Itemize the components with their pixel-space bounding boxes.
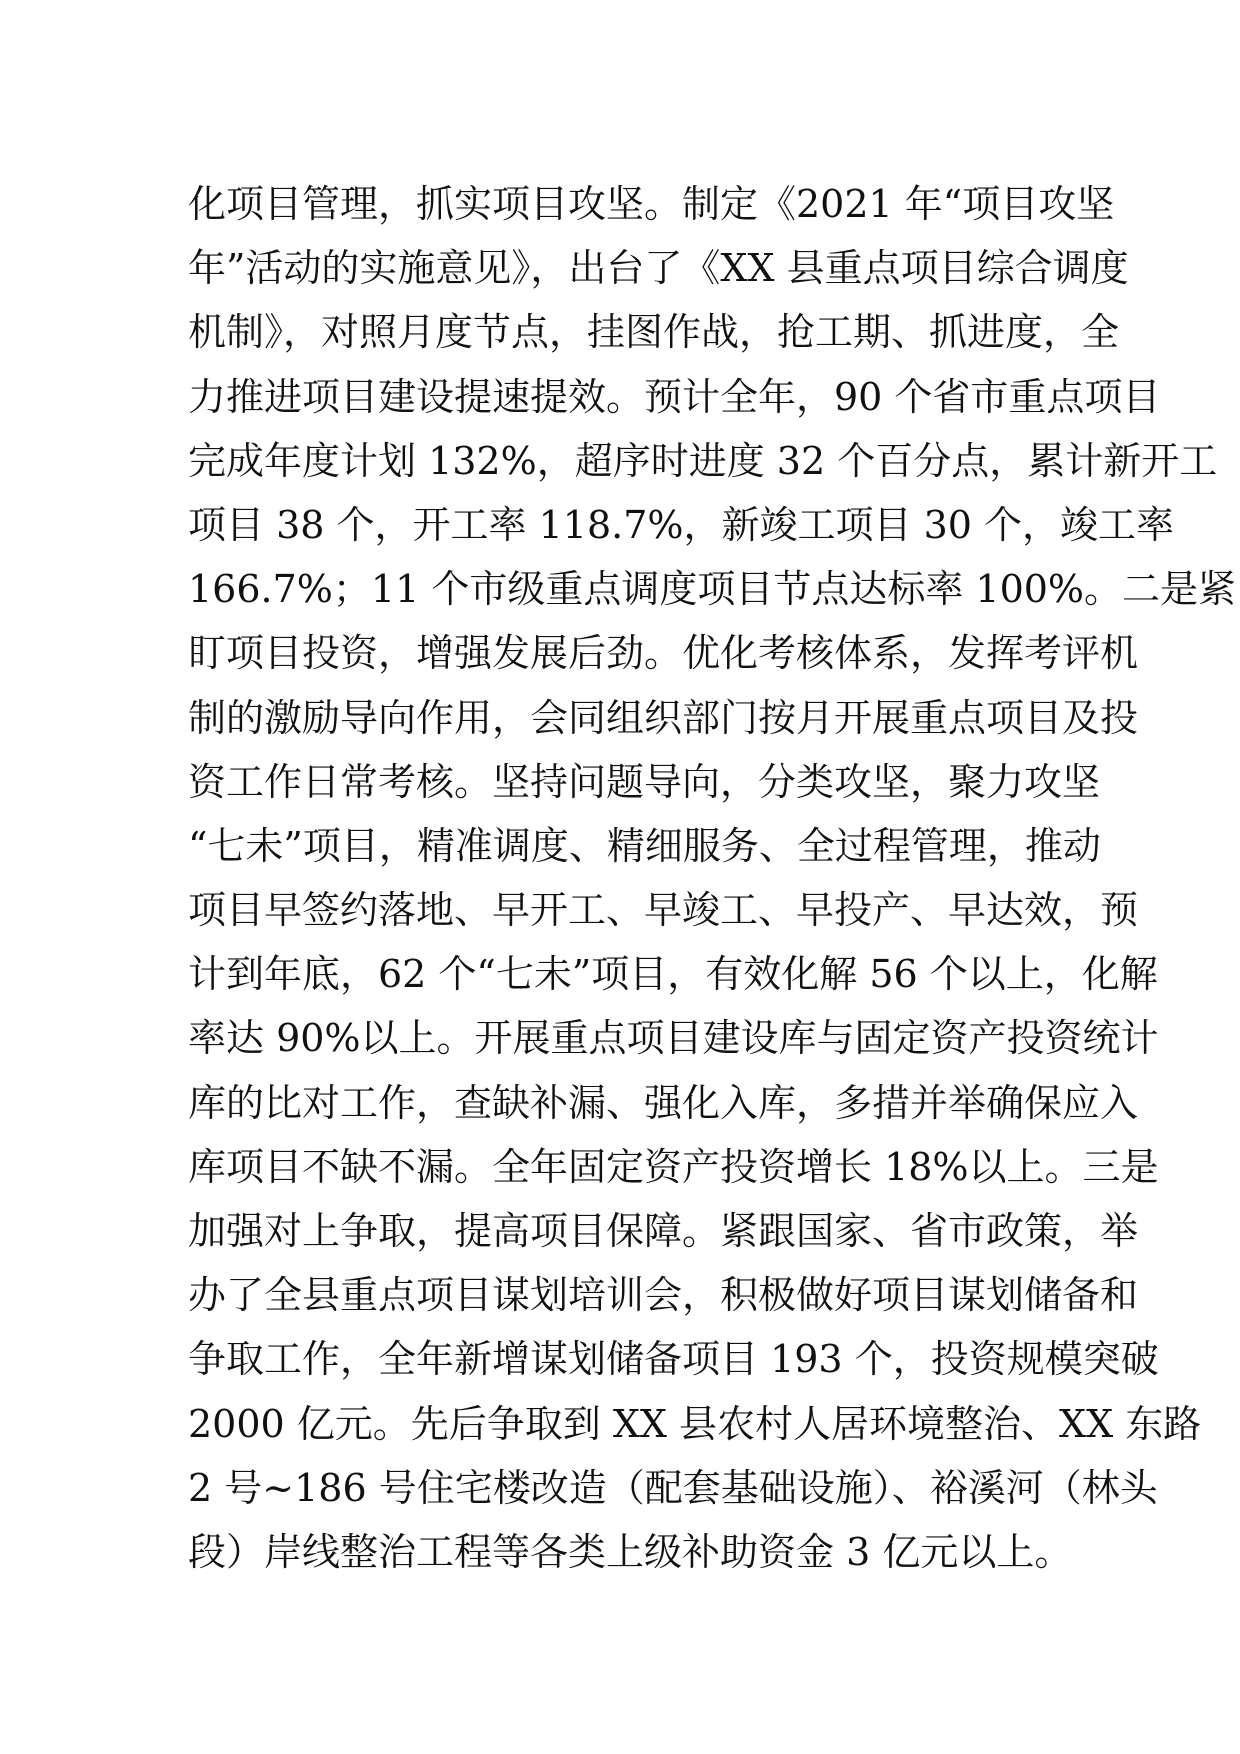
text-line: 资工作日常考核。坚持问题导向，分类攻坚，聚力攻坚 [188,759,1101,804]
text-line: 2000 亿元。先后争取到 XX 县农村人居环境整治、XX 东路 [188,1401,1202,1446]
text-line: 加强对上争取，提高项目保障。紧跟国家、省市政策，举 [188,1209,1139,1253]
text-line: 完成年度计划 132%，超序时进度 32 个百分点，累计新开工 [188,438,1218,483]
text-line: 化项目管理，抓实项目攻坚。制定《2021 年“项目攻坚 [188,182,1115,226]
text-line: 库的比对工作，查缺补漏、强化入库，多措并举确保应入 [188,1080,1139,1125]
text-line: “七未”项目，精准调度、精细服务、全过程管理，推动 [188,823,1101,868]
text-line: 计到年底，62 个“七未”项目，有效化解 56 个以上，化解 [188,952,1158,997]
text-line: 项目 38 个，开工率 118.7%，新竣工项目 30 个，竣工率 [188,502,1174,547]
text-line: 2 号~186 号住宅楼改造（配套基础设施）、裕溪河（林头 [188,1465,1158,1510]
text-line: 机制》，对照月度节点，挂图作战，抢工期、抓进度，全 [188,310,1120,355]
text-line: 166.7%；11 个市级重点调度项目节点达标率 100%。二是紧 [188,567,1237,612]
text-line: 办了全县重点项目谋划培训会，积极做好项目谋划储备和 [188,1273,1139,1318]
text-line: 年”活动的实施意见》，出台了《XX 县重点项目综合调度 [188,246,1129,291]
text-line: 段）岸线整治工程等各类上级补助资金 3 亿元以上。 [188,1529,1073,1574]
text-line: 项目早签约落地、早开工、早竣工、早投产、早达效，预 [188,888,1139,933]
text-line: 制的激励导向作用，会同组织部门按月开展重点项目及投 [188,695,1139,740]
body-paragraph [188,172,1237,1584]
text-line: 率达 90%以上。开展重点项目建设库与固定资产投资统计 [188,1016,1159,1061]
text-line: 盯项目投资，增强发展后劲。优化考核体系，发挥考评机 [188,631,1139,676]
text-line: 库项目不缺不漏。全年固定资产投资增长 18%以上。三是 [188,1144,1159,1189]
text-line: 力推进项目建设提速提效。预计全年，90 个省市重点项目 [188,374,1161,419]
text-line: 争取工作，全年新增谋划储备项目 193 个，投资规模突破 [188,1337,1159,1382]
